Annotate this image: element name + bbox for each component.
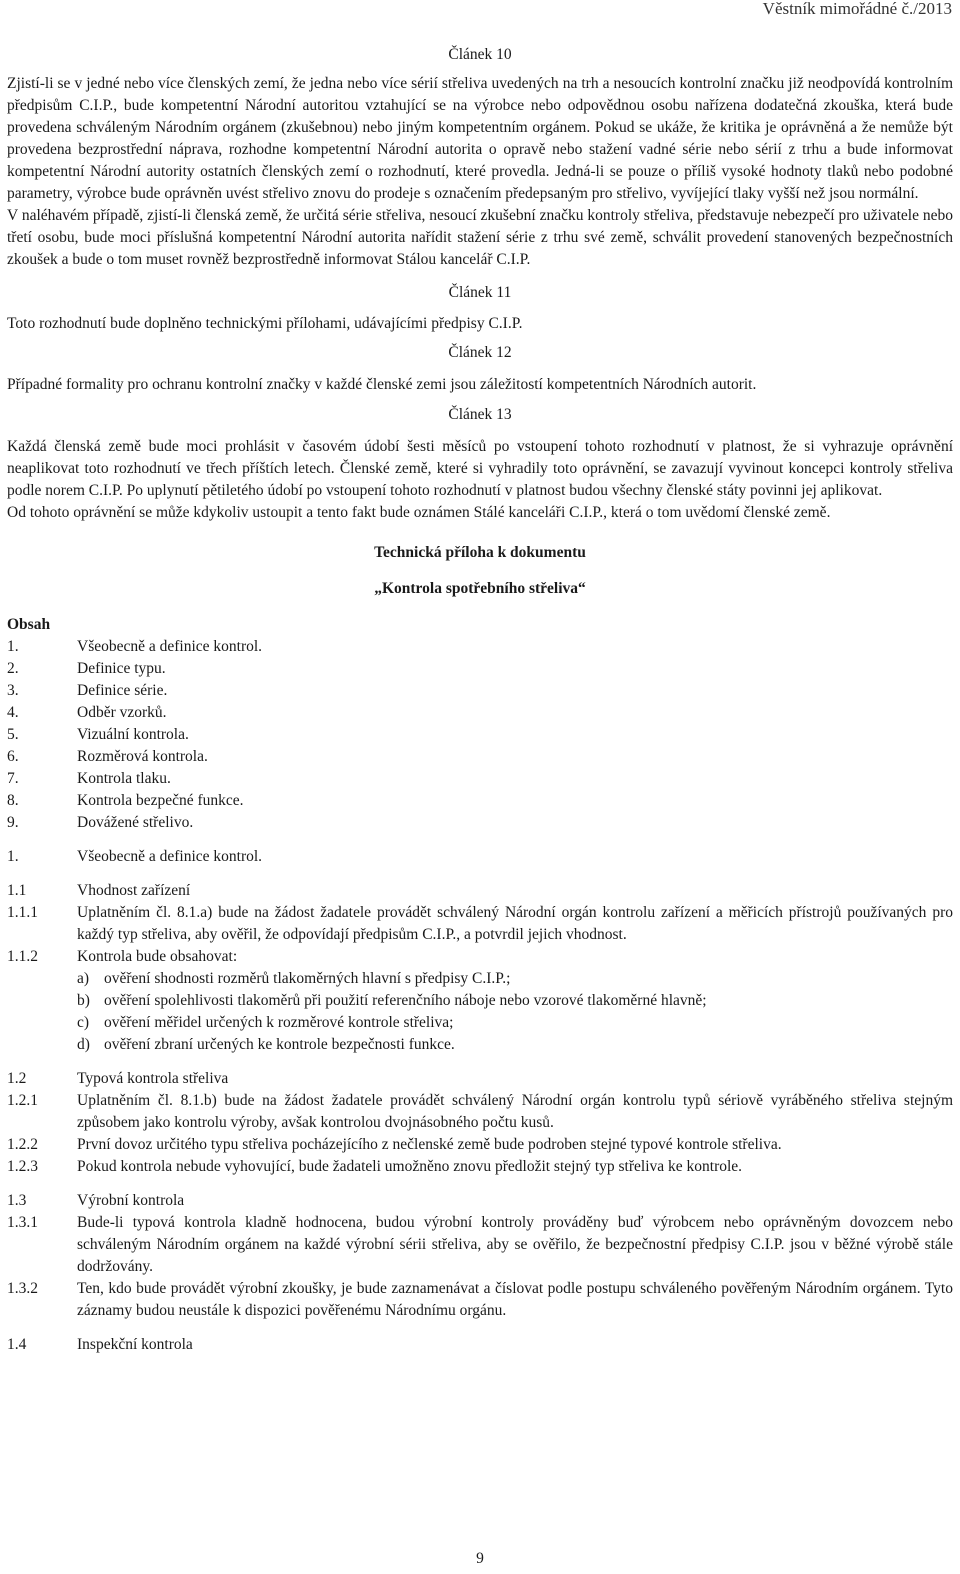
section-text: Uplatněním čl. 8.1.b) bude na žádost žadatele provádět schválený Národní orgán kontrolu typů sériově vyráběného střeliva stejným způsobem jako kontrolu výroby, avšak kontrolou dvojnásobného počtu kusů. bbox=[77, 1092, 953, 1131]
annex-subtitle: „Kontrola spotřebního střeliva“ bbox=[374, 580, 586, 597]
toc-item-number: 6. bbox=[7, 748, 19, 765]
check-item-d bbox=[7, 1034, 953, 1056]
toc-title: Obsah bbox=[7, 616, 51, 633]
toc-item-number: 1. bbox=[7, 638, 19, 655]
running-header: Věstník mimořádné č./2013 bbox=[762, 0, 952, 18]
section-text: První dovoz určitého typu střeliva pocházejícího z nečlenské země bude podroben stejné typové kontrole střeliva. bbox=[77, 1136, 782, 1153]
toc-item-number: 4. bbox=[7, 704, 19, 721]
toc-item-text: Kontrola tlaku. bbox=[77, 770, 171, 787]
article-13-heading: Článek 13 bbox=[448, 406, 512, 423]
toc-item-text: Vizuální kontrola. bbox=[77, 726, 189, 743]
toc-item-number: 2. bbox=[7, 660, 19, 677]
section-1-2-1 bbox=[7, 1090, 953, 1134]
section-1-3-2 bbox=[7, 1278, 953, 1322]
section-1-3-1 bbox=[7, 1212, 953, 1278]
page-number: 9 bbox=[476, 1550, 484, 1567]
article-13-paragraph-2: Od tohoto oprávnění se může kdykoliv ustoupit a tento fakt bude oznámen Stálé kanceláři C.I.P., která o tom uvědomí členské země. bbox=[7, 504, 831, 521]
item-text: ověření zbraní určených ke kontrole bezpečnosti funkce. bbox=[104, 1036, 455, 1053]
item-letter: a) bbox=[77, 970, 90, 987]
article-11-heading: Článek 11 bbox=[448, 284, 512, 301]
section-text: Ten, kdo bude provádět výrobní zkoušky, je bude zaznamenávat a číslovat podle postupu schváleného pověřeným Národním orgánem. Tyto záznamy budou neustále k dispozici pověřenému Národnímu orgánu. bbox=[77, 1280, 953, 1319]
document-body bbox=[7, 44, 953, 1356]
section-number: 1.4 bbox=[7, 1336, 27, 1353]
item-letter: c) bbox=[77, 1014, 90, 1031]
item-letter: b) bbox=[77, 992, 90, 1009]
section-text: Kontrola bude obsahovat: bbox=[77, 948, 238, 965]
section-1-1-2 bbox=[7, 946, 953, 968]
toc-item bbox=[7, 636, 953, 658]
section-number: 1.3.2 bbox=[7, 1280, 38, 1297]
section-1-heading bbox=[7, 846, 953, 868]
section-text: Uplatněním čl. 8.1.a) bude na žádost žadatele provádět schválený Národní orgán kontrolu zařízení a měřicích přístrojů používaných pro každý typ střeliva, aby ověřil, že odpovídají předpisům C.I.P., a potvrdil jejich vhodnost. bbox=[77, 904, 953, 943]
article-12-paragraph: Případné formality pro ochranu kontrolní značky v každé členské zemi jsou záležitostí kompetentních Národních autorit. bbox=[7, 376, 757, 393]
section-title: Výrobní kontrola bbox=[77, 1192, 185, 1209]
toc-item-text: Kontrola bezpečné funkce. bbox=[77, 792, 244, 809]
article-13-paragraph-1: Každá členská země bude moci prohlásit v časovém údobí šesti měsíců po vstoupení tohoto rozhodnutí v platnost, že si vyhrazuje oprávnění neaplikovat toto rozhodnutí ve třech příštích letech. Členské země, které si vyhradily toto oprávnění, se zavazují vyvinout koncepci kontroly střeliva podle norem C.I.P. Po uplynutí pětiletého údobí po vstoupení tohoto rozhodnutí v platnost budou všechny členské státy povinni jej aplikovat. bbox=[7, 438, 953, 499]
section-number: 1. bbox=[7, 848, 19, 865]
toc-item bbox=[7, 658, 953, 680]
item-text: ověření spolehlivosti tlakoměrů při použití referenčního náboje nebo vzorové tlakoměrné hlavně; bbox=[104, 992, 707, 1009]
article-10-heading: Článek 10 bbox=[448, 46, 512, 63]
article-11-paragraph: Toto rozhodnutí bude doplněno technickými přílohami, udávajícími předpisy C.I.P. bbox=[7, 315, 523, 332]
section-1-3 bbox=[7, 1190, 953, 1212]
section-1-1 bbox=[7, 880, 953, 902]
section-number: 1.2.2 bbox=[7, 1136, 38, 1153]
toc-item bbox=[7, 746, 953, 768]
section-title: Vhodnost zařízení bbox=[77, 882, 191, 899]
toc-item bbox=[7, 790, 953, 812]
item-text: ověření měřidel určených k rozměrové kontrole střeliva; bbox=[104, 1014, 454, 1031]
section-text: Bude-li typová kontrola kladně hodnocena, budou výrobní kontroly prováděny buď výrobcem nebo oprávněným dovozcem nebo schváleným Národním orgánem na každé výrobní sérii střeliva, aby se ověřilo, že bezpečnostní předpisy C.I.P. jsou v běžné výrobě stále dodržovány. bbox=[77, 1214, 953, 1275]
item-letter: d) bbox=[77, 1036, 90, 1053]
section-1-4 bbox=[7, 1334, 953, 1356]
section-number: 1.1.2 bbox=[7, 948, 38, 965]
section-number: 1.2 bbox=[7, 1070, 27, 1087]
toc-item-number: 5. bbox=[7, 726, 19, 743]
check-item-b bbox=[7, 990, 953, 1012]
section-number: 1.3 bbox=[7, 1192, 27, 1209]
article-10-paragraph-1: Zjistí-li se v jedné nebo více členských zemí, že jedna nebo více sérií střeliva uvedených na trh a nesoucích kontrolní značku již neodpovídá kontrolním předpisům C.I.P., bude kompetentní Národní autoritou vztahující se na výrobce nebo odpovědnou osobu nařízena dodatečná zkouška, která bude provedena schváleným Národním orgánem (zkušebnou) nebo jiným kompetentním orgánem. Pokud se ukáže, že kritika je oprávněná a že nemůže být provedena bezprostřední náprava, rozhodne kompetentní Národní autorita o opravě nebo stažení vadné série nebo sérií z trhu a bude informovat kompetentní Národní autority ostatních členských zemí o rozhodnutí, které provedla. Jedná-li se pouze o příliš vysoké hodnoty tlaků nebo podobné parametry, výrobce bude oprávněn uvést střelivo znovu do prodeje s označením předepsaným pro střelivo, vyvíjející tlaky vyšší než jsou normální. bbox=[7, 75, 953, 202]
toc-item-text: Odběr vzorků. bbox=[77, 704, 167, 721]
section-1-2-2 bbox=[7, 1134, 953, 1156]
toc-item bbox=[7, 702, 953, 724]
annex-title: Technická příloha k dokumentu bbox=[374, 544, 586, 561]
section-number: 1.1 bbox=[7, 882, 27, 899]
toc-item-number: 7. bbox=[7, 770, 19, 787]
section-title: Všeobecně a definice kontrol. bbox=[77, 848, 263, 865]
section-1-1-1 bbox=[7, 902, 953, 946]
toc-item-text: Všeobecně a definice kontrol. bbox=[77, 638, 263, 655]
toc-item-number: 8. bbox=[7, 792, 19, 809]
toc-item bbox=[7, 768, 953, 790]
section-text: Pokud kontrola nebude vyhovující, bude žadateli umožněno znovu předložit stejný typ střeliva ke kontrole. bbox=[77, 1158, 743, 1175]
section-1-2-3 bbox=[7, 1156, 953, 1178]
toc-item bbox=[7, 812, 953, 834]
section-number: 1.3.1 bbox=[7, 1214, 38, 1231]
section-title: Inspekční kontrola bbox=[77, 1336, 193, 1353]
toc-item-number: 9. bbox=[7, 814, 19, 831]
toc-item-number: 3. bbox=[7, 682, 19, 699]
article-12-heading: Článek 12 bbox=[448, 344, 512, 361]
section-title: Typová kontrola střeliva bbox=[77, 1070, 229, 1087]
toc-item-text: Definice série. bbox=[77, 682, 168, 699]
toc-list bbox=[7, 636, 953, 834]
section-1-2 bbox=[7, 1068, 953, 1090]
toc-item-text: Rozměrová kontrola. bbox=[77, 748, 208, 765]
section-number: 1.2.3 bbox=[7, 1158, 38, 1175]
section-number: 1.1.1 bbox=[7, 904, 38, 921]
check-item-a bbox=[7, 968, 953, 990]
toc-item-text: Definice typu. bbox=[77, 660, 166, 677]
item-text: ověření shodnosti rozměrů tlakoměrných hlavní s předpisy C.I.P.; bbox=[104, 970, 511, 987]
toc-item bbox=[7, 724, 953, 746]
toc-item bbox=[7, 680, 953, 702]
toc-item-text: Dovážené střelivo. bbox=[77, 814, 194, 831]
check-item-c bbox=[7, 1012, 953, 1034]
section-number: 1.2.1 bbox=[7, 1092, 38, 1109]
article-10-paragraph-2: V naléhavém případě, zjistí-li členská země, že určitá série střeliva, nesoucí zkušební značku kontroly střeliva, představuje nebezpečí pro uživatele nebo třetí osobu, bude moci příslušná kompetentní Národní autorita nařídit stažení série z trhu své země, schválit provedení stanovených bezpečnostních zkoušek a bude o tom muset rovněž bezprostředně informovat Stálou kancelář C.I.P. bbox=[7, 207, 953, 268]
